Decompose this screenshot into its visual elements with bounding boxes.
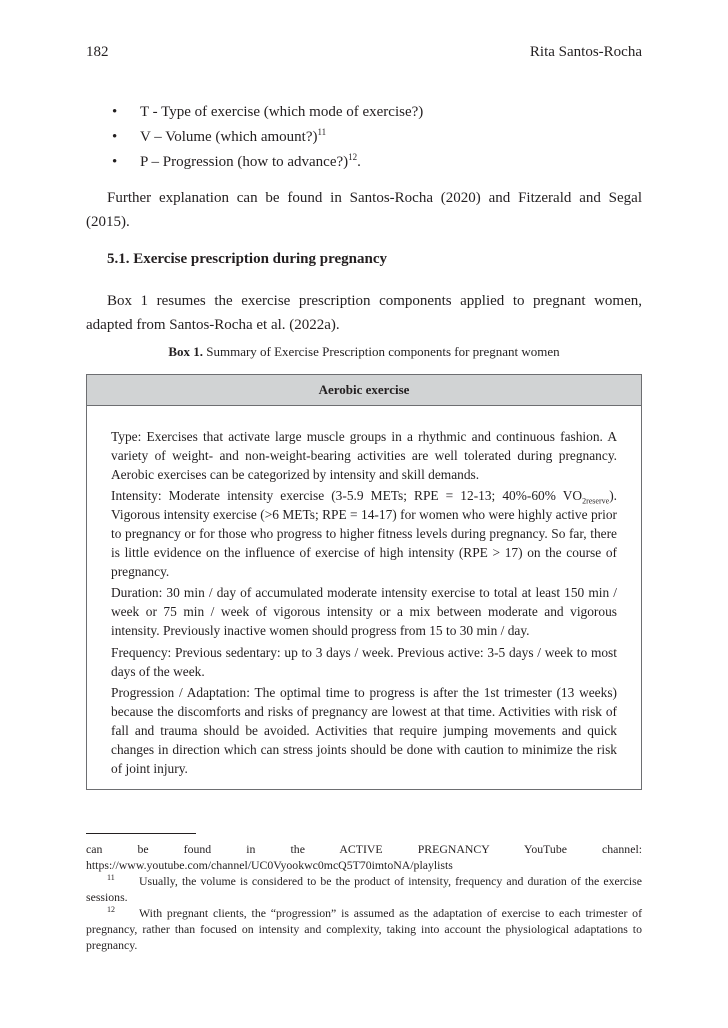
footnote-12-text: With pregnant clients, the “progression” is assumed as the adaptation of exercise to each trimester of pregnancy, rather than focused on intensity and complexity, taking into account the physiological adaptations to pregnancy. <box>86 906 642 952</box>
box-body <box>87 406 641 778</box>
footnote-ref-11: 11 <box>317 127 327 137</box>
list-item-text: T - Type of exercise (which mode of exercise?) <box>140 104 424 120</box>
vo2-subscript: 2reserve <box>582 497 610 507</box>
box-progression-text: Progression / Adaptation: The optimal time to progress is after the 1st trimester (13 weeks) because the discomforts and risks of pregnancy are lowest at that time. Activities with risk of fall and trauma should be avoided. Activities that require jumping movements and quick changes in direction which can stress joints should be done with caution to minimize the risk of joint injury. <box>111 685 617 776</box>
fitt-bullet-list <box>112 102 423 177</box>
bullet-icon: • <box>112 104 118 120</box>
list-item <box>112 102 423 127</box>
box-type-text: Type: Exercises that activate large muscle groups in a rhythmic and continuous fashion. A variety of weight- and non-weight-bearing activities are well tolerated during pregnancy. Aerobic exercises can be categorized by intensity and skill demands. <box>111 429 617 482</box>
box-caption <box>0 344 728 360</box>
footnote-11: 11 Usually, the volume is considered to be the product of intensity, frequency and duration of the exercise sessions. <box>86 873 642 904</box>
footnotes <box>86 841 642 953</box>
footnote-divider <box>86 833 196 834</box>
list-item <box>112 152 423 177</box>
section-heading: 5.1. Exercise prescription during pregnancy <box>107 251 388 267</box>
bullet-icon: • <box>112 154 118 170</box>
box-frequency-text: Frequency: Previous sedentary: up to 3 days / week. Previous active: 3-5 days / week to most days of the week. <box>111 644 617 679</box>
box-caption-text: Summary of Exercise Prescription components for pregnant women <box>202 344 560 359</box>
list-item <box>112 127 423 152</box>
box-header: Aerobic exercise <box>87 375 641 406</box>
box-duration-text: Duration: 30 min / day of accumulated moderate intensity exercise to total at least 150 min / week or 75 min / week of vigorous intensity or a mix between moderate and vigorous intensity. Previously inactive women should progress from 15 to 30 min / day. <box>111 585 617 638</box>
list-item-period: . <box>357 154 361 170</box>
box-caption-label: Box 1. <box>168 344 203 359</box>
list-item-text: P – Progression (how to advance?) <box>140 154 349 170</box>
box-intensity-text <box>111 487 617 581</box>
footnote-continued: can be found in the ACTIVE PREGNANCY YouTube channel: https://www.youtube.com/channel/UC0Vyookwc0mcQ5T70imtoNA/playlists <box>86 842 642 872</box>
page-header <box>86 44 642 64</box>
further-explanation-paragraph: Further explanation can be found in Santos-Rocha (2020) and Fitzerald and Segal (2015). <box>86 190 642 230</box>
page-number: 182 <box>86 44 109 60</box>
footnote-12: 12 With pregnant clients, the “progression” is assumed as the adaptation of exercise to each trimester of pregnancy, rather than focused on intensity and complexity, taking into account the physiological adaptations to pregnancy. <box>86 905 642 952</box>
footnote-ref-12: 12 <box>348 152 358 162</box>
summary-box <box>86 374 642 790</box>
intensity-text-a: Intensity: Moderate intensity exercise (3-5.9 METs; RPE = 12-13; 40%-60% VO <box>111 488 583 504</box>
running-header-author: Rita Santos-Rocha <box>529 44 642 60</box>
box-intro-paragraph: Box 1 resumes the exercise prescription components applied to pregnant women, adapted from Santos-Rocha et al. (2022a). <box>86 293 642 333</box>
list-item-text: V – Volume (which amount?) <box>140 129 318 145</box>
footnote-11-text: Usually, the volume is considered to be the product of intensity, frequency and duration of the exercise sessions. <box>86 874 642 904</box>
bullet-icon: • <box>112 129 118 145</box>
intensity-text-b: ). Vigorous intensity exercise (>6 METs; RPE = 14-17) for women who were highly active prior to pregnancy or for those who progress to higher fitness levels during pregnancy. So far, there is little evidence on the influence of exercise of high intensity (RPE > 17) on the course of pregnancy. <box>111 488 617 579</box>
